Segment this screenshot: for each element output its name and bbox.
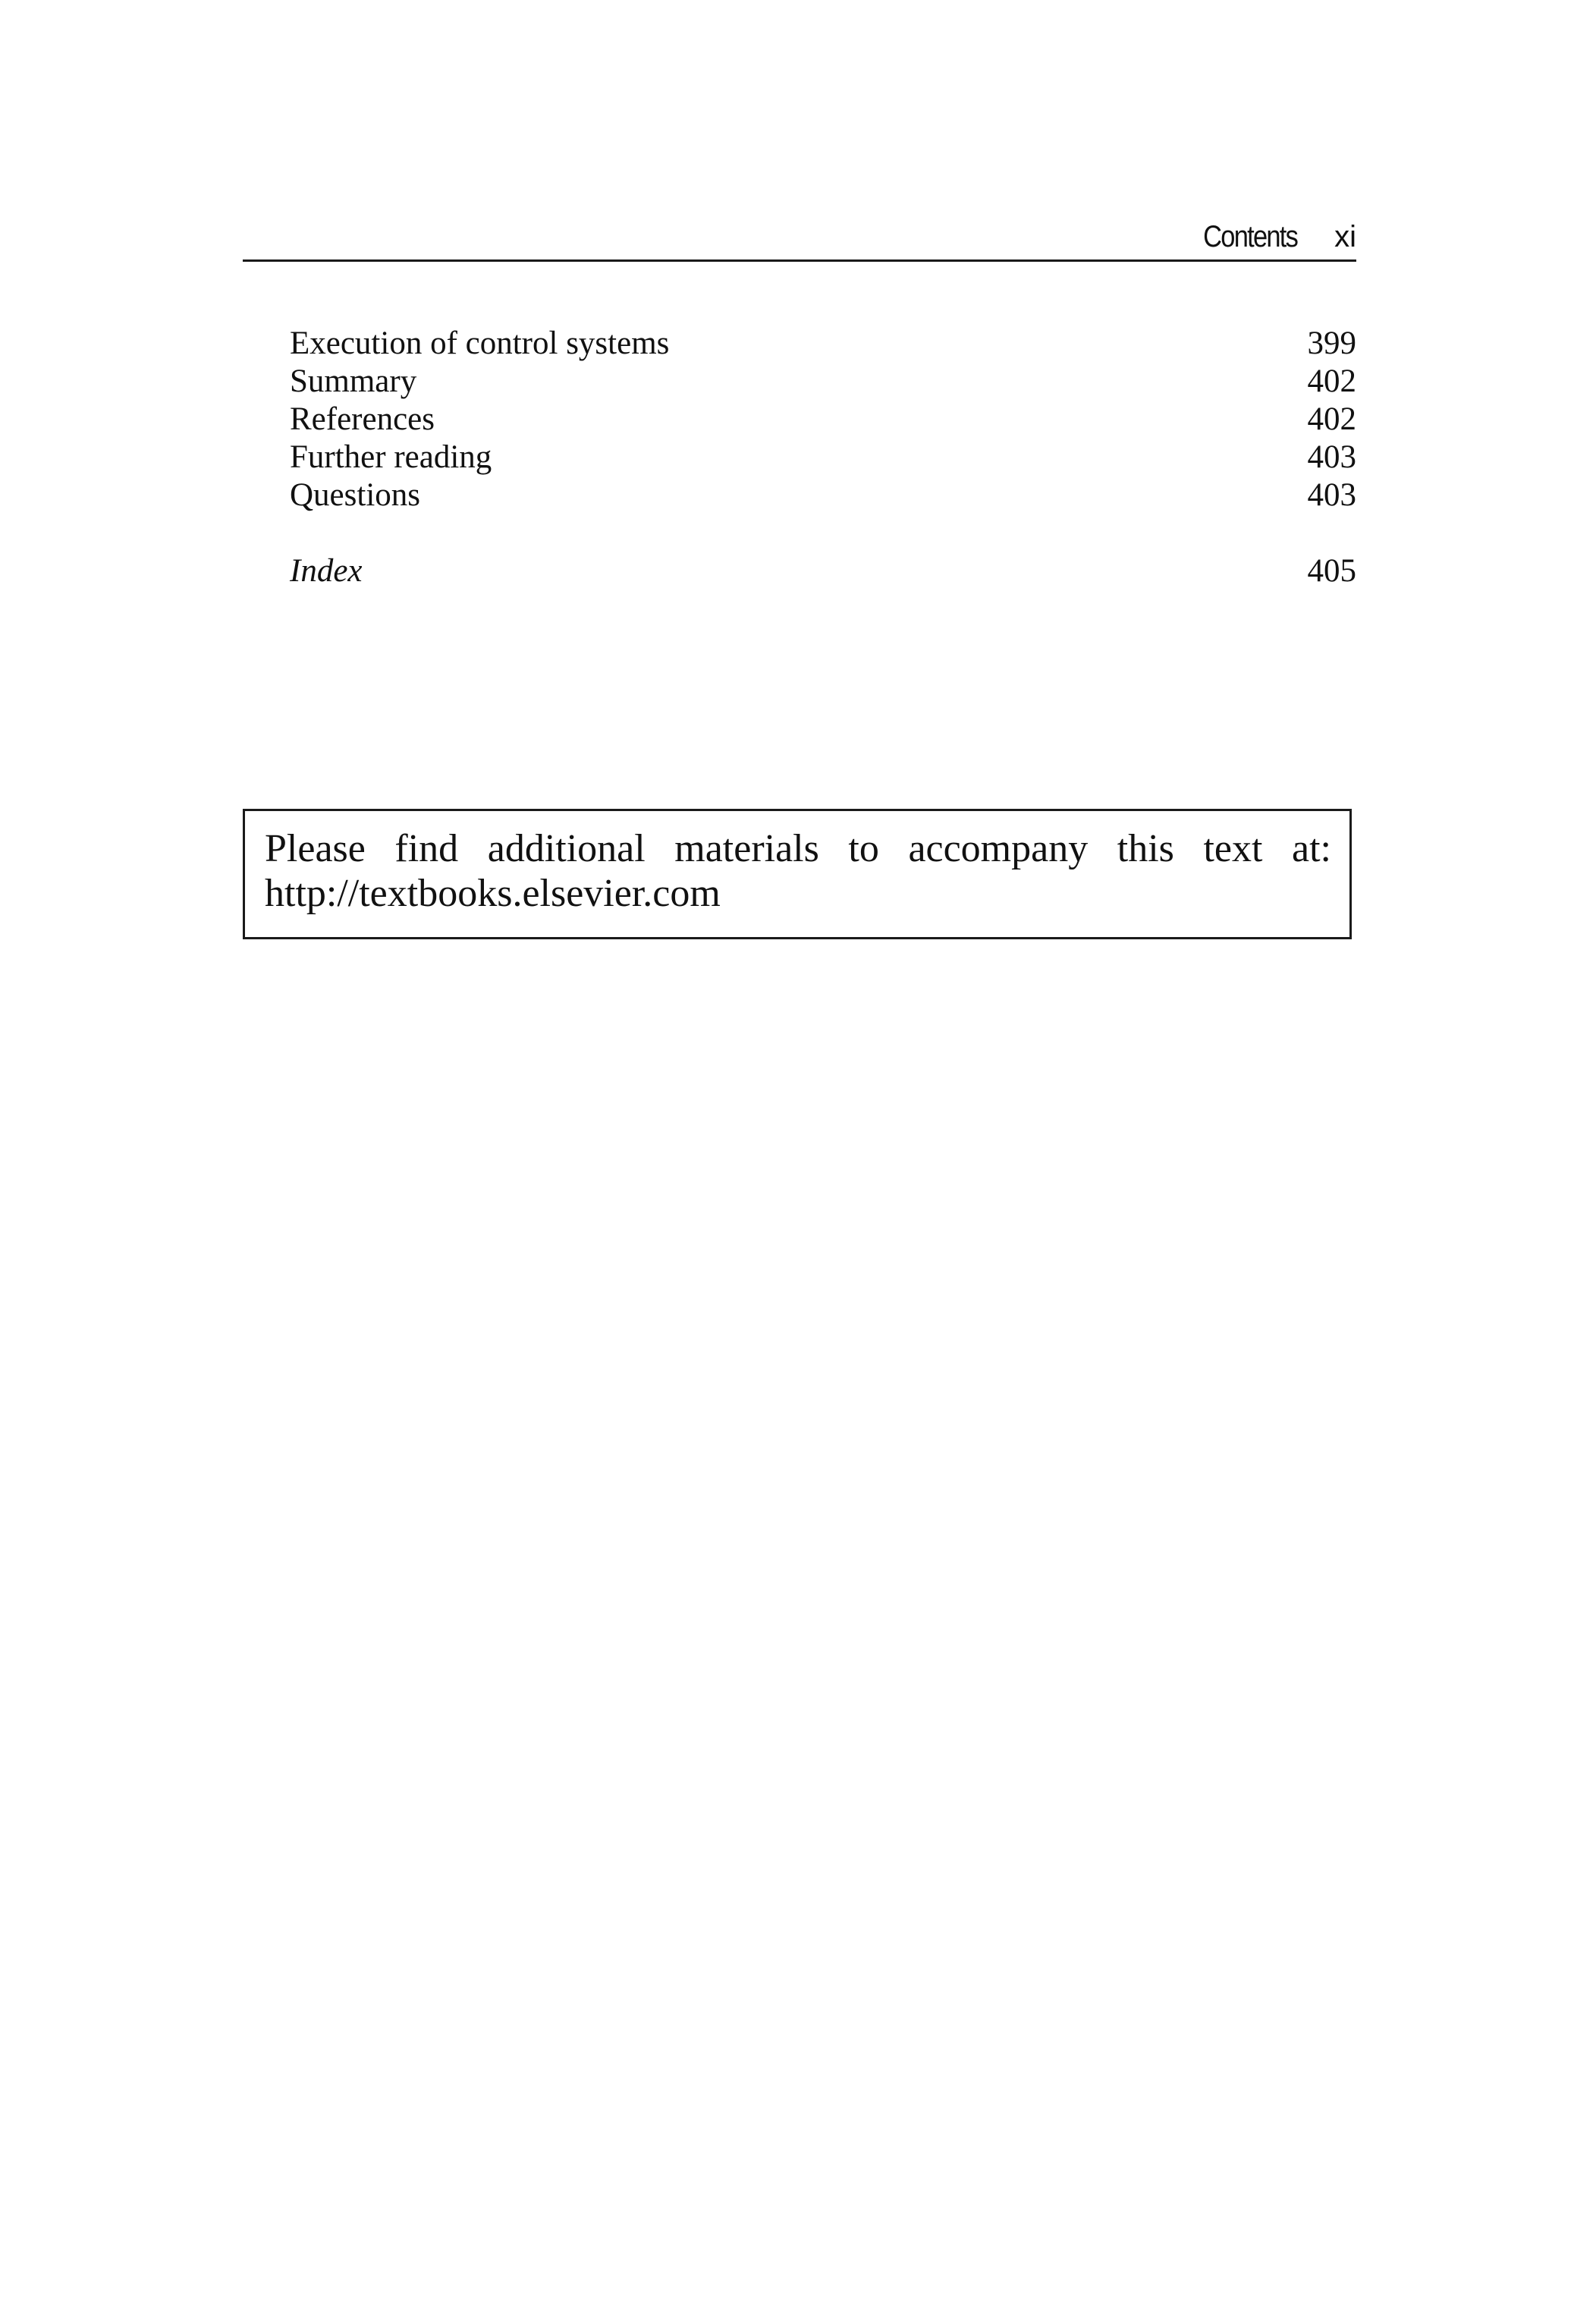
- companion-materials-text: Please find additional materials to accompany this text at:: [265, 827, 1331, 870]
- toc-entry-title: Execution of control systems: [290, 325, 670, 361]
- running-head: [243, 214, 1356, 262]
- running-head-section-title: Contents: [1203, 220, 1297, 253]
- toc-entry: [290, 401, 1356, 439]
- toc-entry-page: 403: [1307, 477, 1356, 513]
- toc-entry-page: 399: [1307, 325, 1356, 361]
- toc-entry: [290, 439, 1356, 476]
- toc-entry-page: 402: [1307, 363, 1356, 399]
- toc-entry: [290, 476, 1356, 514]
- companion-materials-url: http://textbooks.elsevier.com: [265, 872, 721, 915]
- toc-entry-page: 405: [1307, 553, 1356, 589]
- toc-entry-title: Index: [290, 553, 363, 589]
- toc-entry: [290, 325, 1356, 363]
- toc-entry: [290, 363, 1356, 401]
- companion-materials-box: [243, 809, 1352, 939]
- page-number: xi: [1334, 220, 1356, 253]
- toc-entry-index: [290, 552, 1356, 590]
- toc-entry-title: References: [290, 401, 435, 437]
- table-of-contents: [290, 325, 1356, 590]
- toc-entry-page: 402: [1307, 401, 1356, 437]
- toc-entry-title: Summary: [290, 363, 417, 399]
- toc-entry-page: 403: [1307, 439, 1356, 475]
- toc-entry-title: Further reading: [290, 439, 492, 475]
- toc-entry-title: Questions: [290, 477, 420, 513]
